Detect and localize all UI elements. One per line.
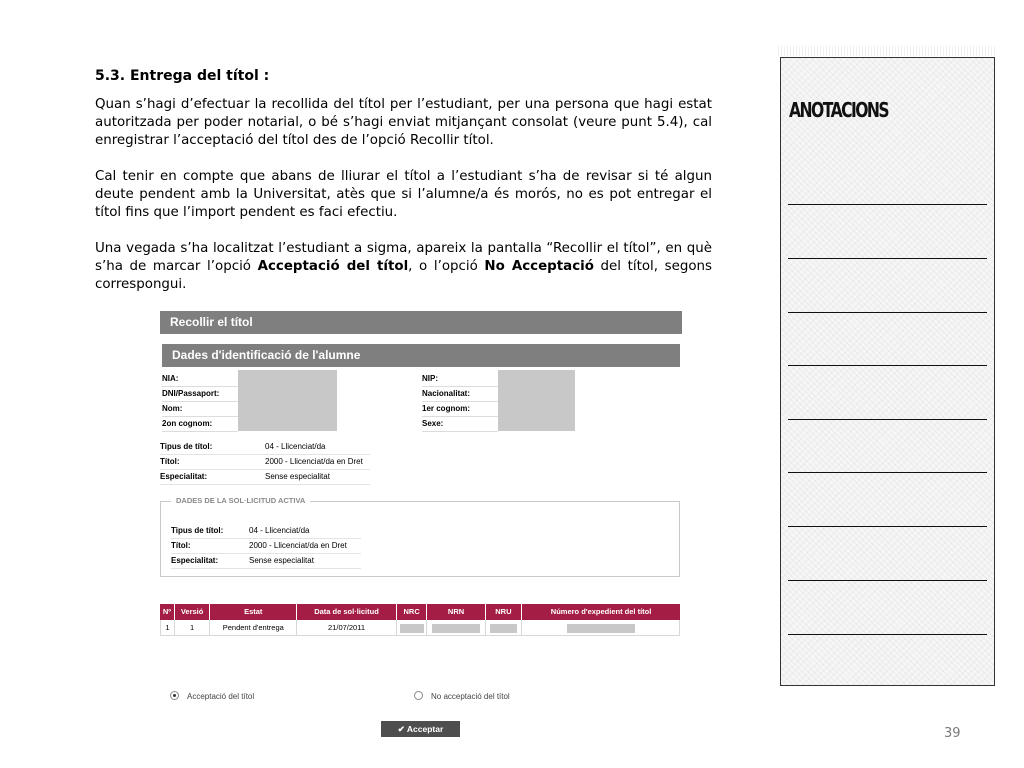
requests-table bbox=[160, 604, 680, 636]
bold-acceptacio: Acceptació del títol bbox=[257, 259, 409, 274]
col-estat: Estat bbox=[210, 604, 297, 620]
col-nrc: NRC bbox=[397, 604, 428, 620]
field-nom: Nom: bbox=[162, 401, 238, 417]
redacted-block-right bbox=[498, 370, 575, 431]
cell-num: 1 bbox=[161, 620, 175, 635]
table-header bbox=[160, 604, 680, 620]
active-request-fieldset bbox=[160, 496, 680, 577]
annotation-line bbox=[788, 312, 987, 313]
check-icon: ✔ bbox=[397, 724, 405, 734]
active-tipus: Tipus de títol: 04 - Llicenciat/da bbox=[171, 523, 361, 539]
cell-versio: 1 bbox=[175, 620, 211, 635]
redacted-block-left bbox=[238, 370, 337, 431]
field-1er-cognom: 1er cognom: bbox=[422, 401, 498, 417]
annotation-line bbox=[788, 526, 987, 527]
cell-nrn bbox=[427, 620, 485, 635]
col-data: Data de sol·licitud bbox=[297, 604, 397, 620]
radio-no-acceptacio[interactable]: No acceptació del títol bbox=[414, 692, 510, 701]
annotations-panel bbox=[780, 57, 995, 686]
info-tipus: Tipus de títol: 04 - Llicenciat/da bbox=[160, 439, 370, 455]
radio-checked-icon bbox=[170, 691, 179, 700]
info-especialitat: Especialitat: Sense especialitat bbox=[160, 469, 370, 485]
col-nrn: NRN bbox=[427, 604, 485, 620]
annotations-title: ANOTACIONS bbox=[789, 98, 889, 122]
annotations-top-edge bbox=[778, 46, 996, 56]
field-sexe: Sexe: bbox=[422, 416, 498, 432]
col-expedient: Número d'expedient del títol bbox=[550, 607, 652, 616]
annotation-line bbox=[788, 365, 987, 366]
active-especialitat: Especialitat: Sense especialitat bbox=[171, 553, 361, 569]
field-nacionalitat: Nacionalitat: bbox=[422, 386, 498, 402]
field-nia: NIA: bbox=[162, 371, 238, 387]
table-row[interactable] bbox=[160, 620, 680, 636]
cell-data: 21/07/2011 bbox=[297, 620, 397, 635]
annotation-line bbox=[788, 419, 987, 420]
title-info bbox=[160, 439, 682, 487]
radio-acceptacio[interactable]: Acceptació del títol bbox=[170, 692, 254, 701]
annotation-line bbox=[788, 580, 987, 581]
paragraph-1: Quan s’hagi d’efectuar la recollida del títol per l’estudiant, per una persona que hagi estat autoritzada per poder notarial, o bé s’hagi enviat mitjançant consolat (veure punt 5.4), cal enregistrar l’acceptació del títol des de l’opció Recollir títol. bbox=[95, 97, 712, 148]
section-heading: 5.3. Entrega del títol : bbox=[95, 68, 270, 84]
screen-title-bar: Recollir el títol bbox=[160, 311, 682, 334]
embedded-screenshot bbox=[160, 311, 682, 734]
paragraph-3: Una vegada s’ha localitzat l’estudiant a sigma, apareix la pantalla “Recollir el títol”, en què s’ha de marcar l’opció Acceptació del títol, o l’opció No Acceptació del títol, segons correspongui. bbox=[95, 241, 712, 292]
cell-nrc bbox=[397, 620, 428, 635]
field-nip: NIP: bbox=[422, 371, 498, 387]
info-titol: Títol: 2000 - Llicenciat/da en Dret bbox=[160, 454, 370, 470]
field-2on-cognom: 2on cognom: bbox=[162, 416, 238, 432]
cell-estat: Pendent d'entrega bbox=[210, 620, 297, 635]
annotation-line bbox=[788, 204, 987, 205]
col-nru: NRU bbox=[486, 604, 523, 620]
annotation-line bbox=[788, 472, 987, 473]
col-num: Nº bbox=[160, 604, 175, 620]
accept-button[interactable]: ✔ Acceptar bbox=[381, 721, 460, 737]
paragraph-2: Cal tenir en compte que abans de lliurar el títol a l’estudiant s’ha de revisar si té algun deute pendent amb la Universitat, atès que si l’alumne/a és morós, no es pot entregar el títol fins que l’import pendent es faci efectiu. bbox=[95, 169, 712, 220]
identification-form bbox=[160, 371, 682, 439]
active-titol: Títol: 2000 - Llicenciat/da en Dret bbox=[171, 538, 361, 554]
annotation-line bbox=[788, 258, 987, 259]
cell-nru bbox=[486, 620, 523, 635]
bold-no-acceptacio: No Acceptació bbox=[484, 259, 594, 274]
page-number: 39 bbox=[944, 726, 961, 741]
field-dni: DNI/Passaport: bbox=[162, 386, 238, 402]
radio-unchecked-icon bbox=[414, 691, 423, 700]
col-versio: Versió bbox=[175, 604, 211, 620]
active-request-legend: DADES DE LA SOL·LICITUD ACTIVA bbox=[171, 496, 310, 505]
cell-expedient bbox=[522, 620, 679, 635]
annotation-line bbox=[788, 634, 987, 635]
identification-header: Dades d'identificació de l'alumne bbox=[162, 344, 680, 367]
